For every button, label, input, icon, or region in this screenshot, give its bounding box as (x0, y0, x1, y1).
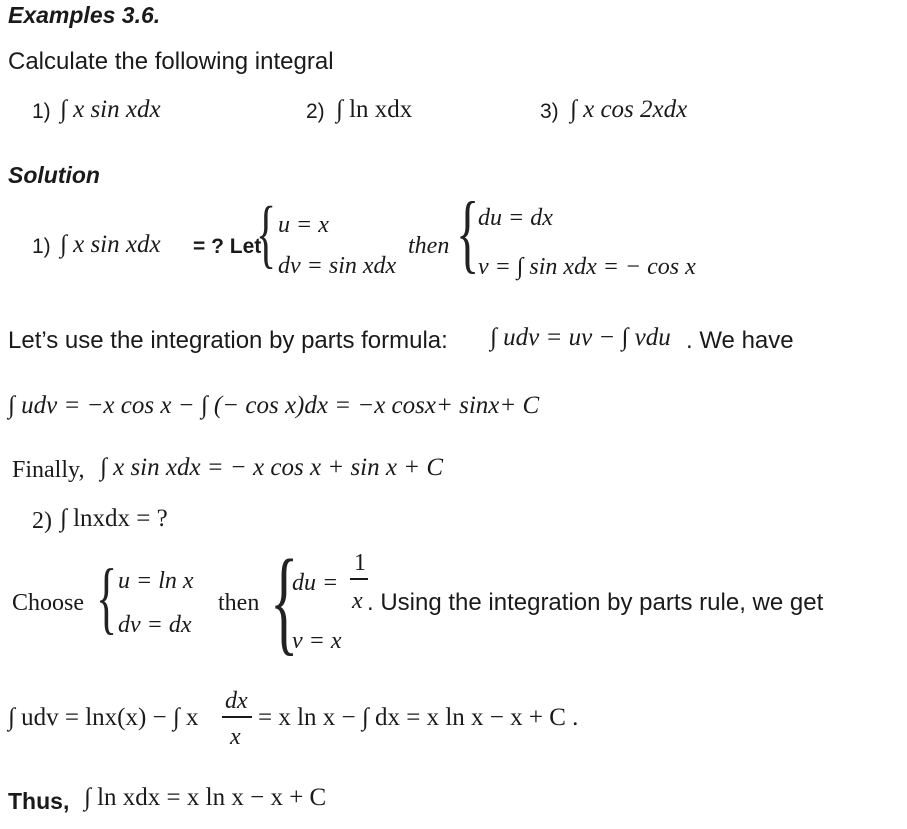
part1-final-result: ∫ x sin xdx = − x cos x + sin x + C (100, 454, 444, 481)
part2-du-fraction-bar (350, 578, 368, 580)
we-have-text: . We have (686, 327, 794, 354)
part1-dv-choice: dv = sin xdx (278, 253, 397, 279)
integration-by-parts-formula: ∫ udv = uv − ∫ vdu (490, 324, 671, 351)
problem-3-number: 3) (540, 100, 559, 123)
part2-u-choice: u = ln x (118, 568, 194, 594)
part2-fraction-bar (222, 716, 252, 718)
using-rule-text: . Using the integration by parts rule, we get (367, 589, 824, 616)
left-brace-system-1: { (256, 192, 277, 276)
left-brace-system-3: { (96, 554, 118, 642)
problem-3-expression: ∫ x cos 2xdx (570, 96, 688, 123)
formula-intro-text: Let’s use the integration by parts formula: (8, 327, 448, 354)
part2-final-result: ∫ ln xdx = x ln x − x + C (84, 784, 327, 811)
part2-then: then (218, 590, 260, 616)
finally-label: Finally, (12, 457, 85, 483)
intro-text: Calculate the following integral (8, 48, 334, 75)
choose-label: Choose (12, 590, 84, 616)
part1-v-result: v = ∫ sin xdx = − cos x (478, 254, 696, 280)
problem-1-expression: ∫ x sin xdx (60, 96, 161, 123)
part1-integral: ∫ x sin xdx (60, 231, 161, 258)
part2-calculation-a: ∫ udv = lnx(x) − ∫ x (8, 704, 199, 731)
part2-du-numerator: 1 (354, 550, 366, 576)
part2-number: 2) (32, 508, 52, 534)
part1-number: 1) (32, 235, 51, 258)
part2-fraction-numerator: dx (225, 688, 248, 714)
example-title: Examples 3.6. (8, 2, 161, 28)
problem-2-expression: ∫ ln xdx (336, 96, 413, 123)
problem-1-number: 1) (32, 100, 51, 123)
part2-du-denominator: x (352, 588, 363, 614)
part2-integral: ∫ lnxdx = ? (60, 505, 168, 532)
part1-calculation: ∫ udv = −x cos x − ∫ (− cos x)dx = −x cosx+ sinx+ C (8, 392, 540, 419)
solution-heading: Solution (8, 162, 100, 188)
part2-du-lhs: du = (292, 570, 339, 596)
problem-2-number: 2) (306, 100, 325, 123)
left-brace-system-4: { (270, 535, 299, 666)
part1-then: then (408, 233, 450, 259)
left-brace-system-2: { (456, 185, 480, 282)
part1-du-result: du = dx (478, 205, 553, 231)
part2-dv-choice: dv = dx (118, 612, 192, 638)
part2-v-result: v = x (292, 628, 342, 654)
part2-calculation-b: = x ln x − ∫ dx = x ln x − x + C . (258, 704, 579, 731)
part1-let: = ? Let (193, 235, 262, 258)
part1-u-choice: u = x (278, 212, 329, 238)
part2-fraction-denominator: x (230, 724, 241, 750)
thus-label: Thus, (8, 788, 70, 814)
